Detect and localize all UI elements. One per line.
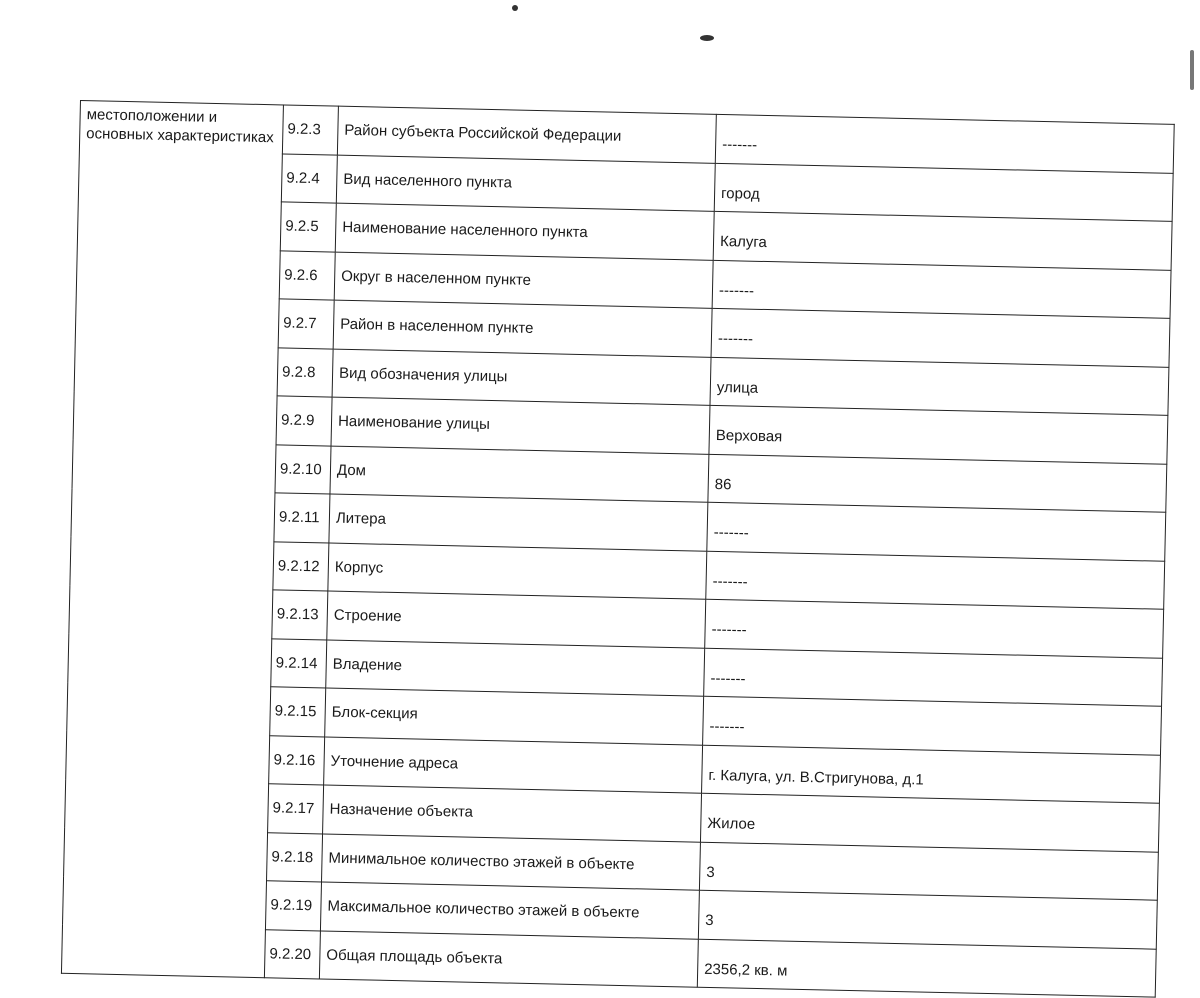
row-label: Район субъекта Российской Федерации <box>337 106 716 163</box>
section-label: местоположении и основных характеристиках <box>61 101 283 978</box>
row-label: Вид населенного пункта <box>336 155 715 212</box>
row-value: 3 <box>698 890 1157 948</box>
row-label: Строение <box>327 591 706 648</box>
row-number: 9.2.8 <box>277 347 333 397</box>
row-number: 9.2.14 <box>271 638 327 688</box>
row-value: ------- <box>703 696 1162 754</box>
row-value: ------- <box>705 599 1164 657</box>
row-value: г. Калуга, ул. В.Стригунова, д.1 <box>702 745 1161 803</box>
row-number: 9.2.6 <box>279 250 335 300</box>
row-label: Округ в населенном пункте <box>334 252 713 309</box>
row-label: Максимальное количество этажей в объекте <box>320 882 699 939</box>
row-number: 9.2.11 <box>274 493 330 543</box>
row-value: Жилое <box>700 793 1159 851</box>
row-number: 9.2.20 <box>264 929 320 979</box>
scan-speck <box>700 35 714 41</box>
row-value: 86 <box>708 454 1167 512</box>
document-table-container <box>61 100 1175 998</box>
row-number: 9.2.19 <box>265 881 321 931</box>
row-value: Верховая <box>709 405 1168 463</box>
row-value: 2356,2 кв. м <box>697 939 1156 997</box>
row-value: ------- <box>715 114 1174 172</box>
row-value: ------- <box>712 260 1171 318</box>
row-value: ------- <box>704 648 1163 706</box>
row-number: 9.2.7 <box>278 299 334 349</box>
row-label: Блок-секция <box>325 688 704 745</box>
row-label: Наименование населенного пункта <box>335 203 714 260</box>
scan-speck <box>512 5 518 11</box>
row-number: 9.2.13 <box>272 590 328 640</box>
row-number: 9.2.9 <box>276 396 332 446</box>
row-number: 9.2.17 <box>268 784 324 834</box>
row-value: 3 <box>699 842 1158 900</box>
row-label: Назначение объекта <box>323 785 702 842</box>
row-value: ------- <box>707 502 1166 560</box>
row-value: Калуга <box>713 211 1172 269</box>
row-value: город <box>714 163 1173 221</box>
row-label: Вид обозначения улицы <box>332 349 711 406</box>
row-label: Владение <box>326 640 705 697</box>
row-value: ------- <box>711 308 1170 366</box>
row-label: Дом <box>330 446 709 503</box>
row-label: Наименование улицы <box>331 397 710 454</box>
row-label: Район в населенном пункте <box>333 300 712 357</box>
scan-speck <box>1190 50 1194 90</box>
row-label: Общая площадь объекта <box>319 930 698 987</box>
row-label: Корпус <box>328 543 707 600</box>
row-label: Литера <box>329 494 708 551</box>
row-value: улица <box>710 357 1169 415</box>
row-number: 9.2.4 <box>281 153 337 203</box>
object-characteristics-table <box>61 100 1175 998</box>
row-number: 9.2.5 <box>280 202 336 252</box>
row-number: 9.2.16 <box>269 735 325 785</box>
row-label: Минимальное количество этажей в объекте <box>321 833 700 890</box>
row-number: 9.2.10 <box>275 444 331 494</box>
row-number: 9.2.15 <box>270 687 326 737</box>
row-label: Уточнение адреса <box>324 736 703 793</box>
row-number: 9.2.3 <box>282 105 338 155</box>
row-value: ------- <box>706 551 1165 609</box>
row-number: 9.2.12 <box>273 541 329 591</box>
row-number: 9.2.18 <box>267 832 323 882</box>
